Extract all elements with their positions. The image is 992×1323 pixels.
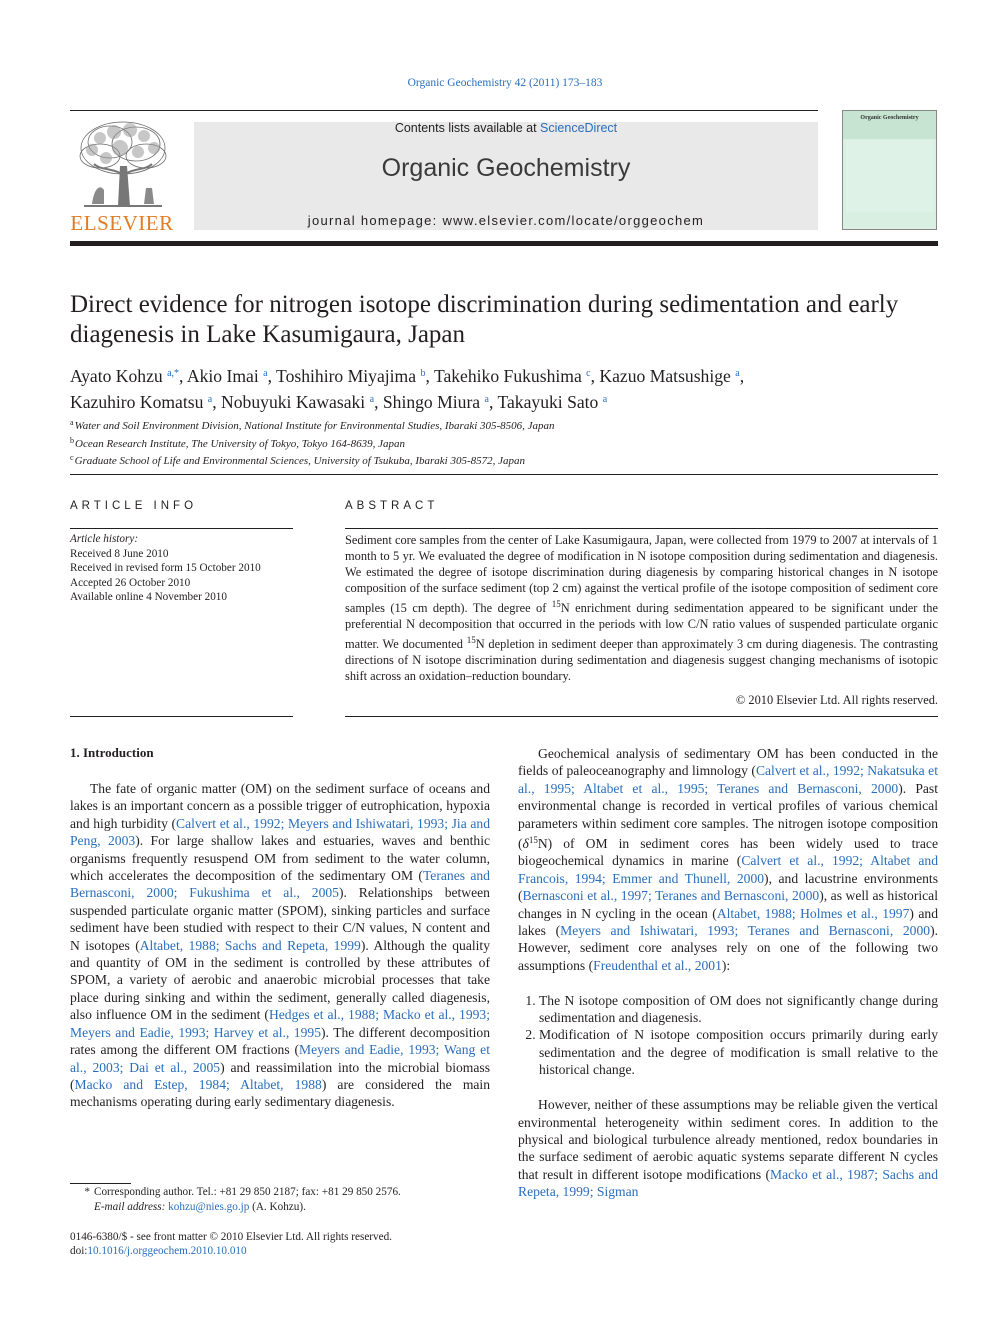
affiliation-key: a [70,418,74,427]
author[interactable]: Toshihiro Miyajima [276,366,417,386]
affiliation-text: Graduate School of Life and Environmental Sciences, University of Tsukuba, Ibaraki 305-8572, Japan [74,455,525,467]
elsevier-wordmark: ELSEVIER [70,211,174,235]
author[interactable]: Nobuyuki Kawasaki [221,392,366,412]
cover-body [846,140,933,212]
author-affil-mark[interactable]: a [207,394,213,405]
section-heading-introduction: 1. Introduction [70,745,154,760]
author-affil-mark[interactable]: a,* [167,368,180,379]
citation-link[interactable]: Calvert et al., 1992; Altabet and Francois, 1994; Emmer and Thunell, 2000 [518,853,938,886]
affiliation-key: c [70,453,74,462]
journal-homepage[interactable]: journal homepage: www.elsevier.com/locate/orggeochem [307,213,705,228]
divider [70,474,938,475]
citation-link[interactable]: Meyers and Ishiwatari, 1993; Teranes and Bernasconi, 2000 [560,923,931,939]
author-separator: , [374,392,383,412]
doi-line: doi:10.1016/j.orggeochem.2010.10.010 [70,1245,247,1257]
footnote-contact: Corresponding author. Tel.: +81 29 850 2187; fax: +81 29 850 2576. [94,1186,401,1198]
author-separator: , [590,366,600,386]
citation-link[interactable]: Meyers and Eadie, 1993; Wang et al., 2003; Dai et al., 2005 [70,1042,490,1075]
tree-icon [70,118,176,214]
author[interactable]: Takayuki Sato [497,392,599,412]
affiliation-text: Ocean Research Institute, The University of Tokyo, Tokyo 164-8639, Japan [75,437,405,450]
citation-link[interactable]: Freudenthal et al., 2001 [593,957,722,973]
affiliation [70,434,938,452]
footnote-star: * [84,1186,90,1198]
affiliation [70,416,938,434]
history-accepted: Accepted 26 October 2010 [70,576,191,589]
affiliations [70,416,938,469]
header-thick-rule [70,241,938,246]
author[interactable]: Kazuo Matsushige [599,366,731,386]
history-online: Available online 4 November 2010 [70,591,227,603]
article-history [70,532,293,605]
affiliation-text: Water and Soil Environment Division, National Institute for Environmental Studies, Ibaraki 305-8506, Japan [74,420,555,432]
contents-available: Contents lists available at ScienceDirect [394,121,618,135]
divider [345,716,938,717]
author-affil-mark[interactable]: a [484,394,489,405]
affiliation-key: b [70,435,74,445]
email-suffix: (A. Kohzu). [249,1201,306,1213]
paragraph: The fate of organic matter (OM) on the sediment surface of oceans and lakes is an important concern as a possible trigger of eutrophication, hypoxia and high turbidity (Calvert et al., 1992; Meyers and Ishiwatari, 1993; Jia and Peng, 2003). For large shallow lakes and estuaries, waves and benthic organisms frequently resuspend OM from sediment to the water column, which accelerates the decomposition of the sedimentary OM (Teranes and Bernasconi, 2000; Fukushima et al., 2005). Relationships between suspended particulate organic matter (SPOM), sinking particles and surface sediment have been studied with respect to their C/N values, N content and N isotopes (Altabet, 1988; Sachs and Repeta, 1999). Although the quality and quantity of OM in the sediment is controlled by these attributes of SPOM, a variety of aerobic and anaerobic microbial processes that take place during sinking and within the sediment, generally called diagenesis, also influence OM in the sediment (Hedges et al., 1988; Macko et al., 1993; Meyers and Eadie, 1993; Harvey et al., 1995). The different decomposition rates among the different OM fractions (Meyers and Eadie, 1993; Wang et al., 2003; Dai et al., 2005) and reassimilation into the microbial biomass (Macko and Estep, 1984; Altabet, 1988) are considered the main mechanisms operating during early sedimentary diagenesis. [70,781,491,1110]
list-item: 2. Modification of N isotope composition occurs primarily during early sedimentation and the degree of modification is small relative to the historical change. [539,1026,938,1078]
paragraph: However, neither of these assumptions may be reliable given the vertical environmental heterogeneity within sediment cores. In addition to the physical and biological turbulence already mentioned, redox boundaries in the surface sediment of aerobic aquatic systems separate different N cycles that result in different isotope modifications (Macko et al., 1987; Sachs and Repeta, 1999; Sigman [518,1097,938,1200]
article-title: Direct evidence for nitrogen isotope discrimination during sedimentation and early diagenesis in Lake Kasumigaura, Japan [70,291,899,348]
citation-link[interactable]: Altabet, 1988; Sachs and Repeta, 1999 [139,937,361,953]
citation-link[interactable]: Calvert et al., 1992; Nakatsuka et al., 1995; Altabet et al., 1995; Teranes and Bernasconi, 2000 [518,763,938,796]
assumption-list [518,992,938,1079]
author-separator: , [425,366,434,386]
doi-link[interactable]: 10.1016/j.orggeochem.2010.10.010 [87,1245,247,1257]
citation-link[interactable]: Macko et al., 1987; Sachs and Repeta, 1999; Sigman [518,1166,938,1200]
author-list [70,362,938,414]
author-separator: , [739,366,745,386]
author[interactable]: Takehiko Fukushima [433,366,582,386]
author-separator: , [179,366,187,386]
citation-link[interactable]: Bernasconi et al., 1997; Teranes and Bernasconi, 2000 [522,888,820,904]
page-footer [70,1230,490,1258]
citation-link[interactable]: Macko and Estep, 1984; Altabet, 1988 [74,1076,322,1092]
citation-link[interactable]: Altabet, 1988; Holmes et al., 1997 [716,905,910,921]
email-link[interactable]: kohzu@nies.go.jp [168,1201,250,1213]
issn-line: 0146-6380/$ - see front matter © 2010 Elsevier Ltd. All rights reserved. [70,1231,392,1243]
sciencedirect-link[interactable]: ScienceDirect [540,121,618,135]
body-column-left [70,780,490,1111]
abstract-text: Sediment core samples from the center of Lake Kasumigaura, Japan, were collected from 1979 to 2007 at intervals of 1 month to 5 yr. We evaluated the degree of modification in N isotope composition during sedimentation and diagenesis. We estimated the degree of isotope discrimination during diagenesis by comparing historical changes in N isotope composition of the surface sediment (top 2 cm) against the vertical profile of the isotope composition of sediment core samples (15 cm depth). The degree of $^{15}$N enrichment during sedimentation appeared to be significant under the preferential N decomposition that occurred in the periods with low C/N ratio values of suspended particulate organic matter. We documented $^{15}$N depletion in sediment deeper than approximately 3 cm during diagenesis. The contrasting directions of N isotope discrimination during sedimentation and diagenesis suggest changing mechanisms of isotopic shift across an oxidation–reduction boundary. [345,533,938,683]
author[interactable]: Akio Imai [186,366,259,386]
citation-link[interactable]: Hedges et al., 1988; Macko et al., 1993; Meyers and Eadie, 1993; Harvey et al., 1995 [70,1007,490,1040]
article-info-heading: ARTICLE INFO [70,500,198,512]
copyright: © 2010 Elsevier Ltd. All rights reserved. [735,693,938,707]
author-separator: , [267,366,277,386]
cover-title: Organic Geochemistry [860,115,919,121]
header-top-rule [70,110,818,111]
author-affil-mark[interactable]: a [369,394,375,405]
list-item: 1. The N isotope composition of OM does not significantly change during sedimentation and diagenesis. [539,992,938,1027]
author[interactable]: Shingo Miura [382,392,481,412]
author-separator: , [212,392,222,412]
citation-link[interactable]: Calvert et al., 1992; Meyers and Ishiwatari, 1993; Jia and Peng, 2003 [70,815,490,849]
footnote-rule [70,1183,131,1184]
author-affil-mark[interactable]: a [602,394,608,405]
history-received: Received 8 June 2010 [70,547,169,560]
journal-name: Organic Geochemistry [381,154,631,182]
affiliation [70,451,938,469]
divider [345,528,938,529]
author-affil-mark[interactable]: b [420,368,426,379]
author-separator: , [488,392,498,412]
divider [70,716,293,717]
author-affil-mark[interactable]: c [586,368,591,379]
body-column-right [518,745,938,1201]
history-label: Article history: [70,533,139,545]
divider [70,528,293,529]
corresponding-author-footnote [70,1185,490,1215]
author-affil-mark[interactable]: a [735,368,740,379]
email-label: E-mail address: [94,1201,166,1213]
journal-reference[interactable]: Organic Geochemistry 42 (2011) 173–183 [407,77,603,89]
author-affil-mark[interactable]: a [263,368,268,379]
paragraph: Geochemical analysis of sedimentary OM has been conducted in the fields of paleoceanography and limnology (Calvert et al., 1992; Nakatsuka et al., 1995; Altabet et al., 1995; Teranes and Bernasconi, 2000). Past environmental change is recorded in vertical profiles of various chemical parameters within sediment core samples. The nitrogen isotope composition $(\delta^{15}N)$ of OM in sediment cores has been widely used to trace biogeochemical dynamics in marine (Calvert et al., 1992; Altabet and Francois, 1994; Emmer and Thunell, 2000), and lacustrine environments (Bernasconi et al., 1997; Teranes and Bernasconi, 2000), as well as historical changes in N cycling in the ocean (Altabet, 1988; Holmes et al., 1997) and lakes (Meyers and Ishiwatari, 1993; Teranes and Bernasconi, 2000). However, sediment core analyses rely on one of the following two assumptions (Freudenthal et al., 2001): [518,746,939,973]
author[interactable]: Kazuhiro Komatsu [70,392,204,412]
citation-link[interactable]: Teranes and Bernasconi, 2000; Fukushima et al., 2005 [70,868,490,901]
author[interactable]: Ayato Kohzu [70,366,163,386]
history-revised: Received in revised form 15 October 2010 [70,562,261,574]
abstract-heading: ABSTRACT [345,500,439,512]
